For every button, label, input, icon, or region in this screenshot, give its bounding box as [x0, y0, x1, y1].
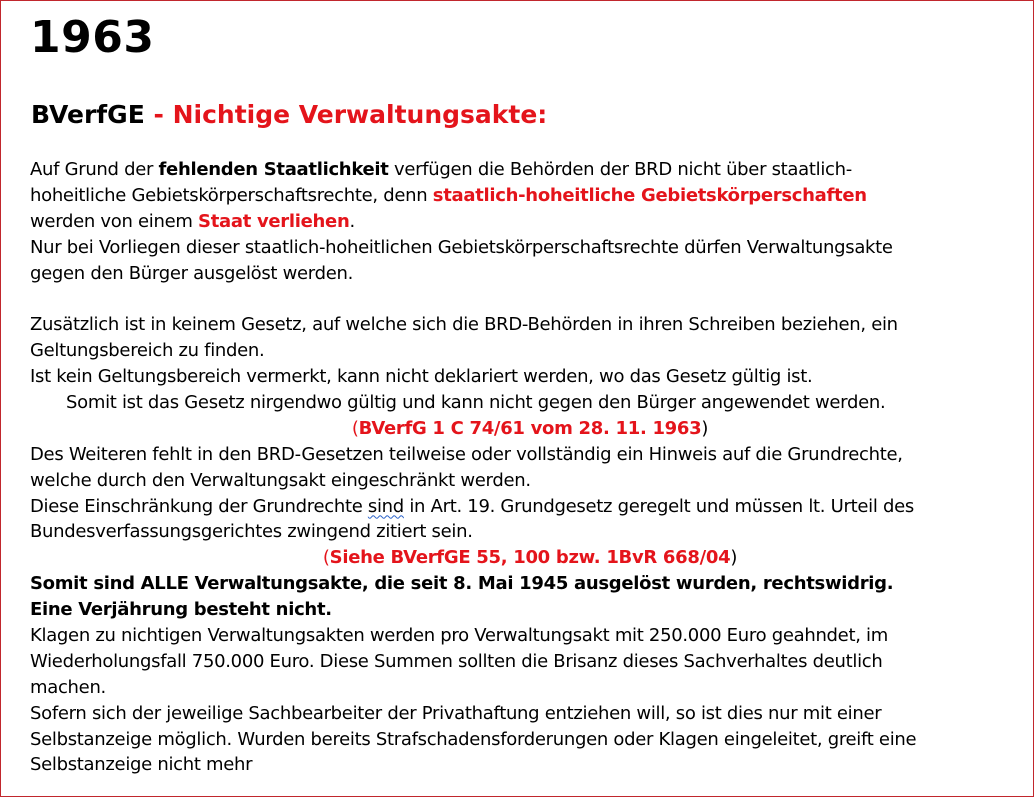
bold-statement: Eine Verjährung besteht nicht. [30, 599, 332, 621]
text-line [30, 494, 1030, 520]
text-run: . [349, 210, 355, 232]
text-line: Zusätzlich ist in keinem Gesetz, auf welche sich die BRD-Behörden in ihren Schreiben beziehen, ein [30, 314, 898, 336]
text-line: Nur bei Vorliegen dieser staatlich-hoheitlichen Gebietskörperschaftsrechte dürfen Verwaltungsakte [30, 236, 893, 258]
citation-text: Siehe BVerfGE 55, 100 bzw. 1BvR 668/04 [329, 547, 731, 569]
text-line: Sofern sich der jeweilige Sachbearbeiter der Privathaftung entziehen will, so ist dies nur mit einer [30, 702, 882, 724]
year-title: 1963 [30, 12, 155, 63]
red-bold-phrase: staatlich-hoheitliche Gebietskörperschaften [432, 184, 867, 206]
paren: ( [351, 417, 359, 439]
bold-phrase: fehlenden Staatlichkeit [158, 159, 389, 180]
text-line: Ist kein Geltungsbereich vermerkt, kann nicht deklariert werden, wo das Gesetz gültig ist. [30, 366, 813, 388]
text-line [30, 209, 1030, 235]
text-line: Geltungsbereich zu finden. [30, 340, 265, 362]
text-line: gegen den Bürger ausgelöst werden. [30, 262, 354, 284]
heading [31, 98, 547, 132]
text-line [30, 157, 1030, 183]
text-line: Bundesverfassungsgerichtes zwingend zitiert sein. [30, 521, 473, 543]
paragraph-gap [30, 286, 1030, 312]
text-line [30, 183, 1030, 209]
citation-2 [30, 545, 1030, 571]
document-body [30, 157, 1030, 778]
text-line: Wiederholungsfall 750.000 Euro. Diese Summen sollten die Brisanz dieses Sachverhaltes deutlich [30, 650, 883, 672]
heading-dash: - [144, 100, 173, 129]
text-run: werden von einem [30, 210, 199, 232]
heading-title: Nichtige Verwaltungsakte: [172, 100, 548, 129]
text-line: Des Weiteren fehlt in den BRD-Gesetzen teilweise oder vollständig ein Hinweis auf die Grundrechte, [30, 443, 903, 465]
spellcheck-word: sind [367, 495, 404, 517]
citation-text: BVerfG 1 C 74/61 vom 28. 11. 1963 [358, 417, 702, 439]
text-line: Selbstanzeige möglich. Wurden bereits Strafschadensforderungen oder Klagen eingeleitet, greift eine [30, 728, 917, 750]
text-run: Auf Grund der [30, 159, 159, 180]
text-run: hoheitliche Gebietskörperschaftsrechte, denn [30, 184, 433, 206]
text-line: Selbstanzeige nicht mehr [30, 754, 253, 776]
text-line: machen. [30, 676, 106, 698]
text-line-indented: Somit ist das Gesetz nirgendwo gültig und kann nicht gegen den Bürger angewendet werden. [66, 392, 886, 414]
red-bold-phrase: Staat verliehen [198, 210, 350, 232]
paren: ) [701, 417, 709, 439]
citation-1 [30, 416, 1030, 442]
paren: ) [730, 547, 738, 569]
bold-statement: Somit sind ALLE Verwaltungsakte, die seit 8. Mai 1945 ausgelöst wurden, rechtswidrig. [30, 573, 894, 595]
heading-prefix: BVerfGE [31, 100, 145, 129]
text-run: Diese Einschränkung der Grundrechte [30, 495, 368, 517]
paren: ( [322, 547, 330, 569]
text-run: verfügen die Behörden der BRD nicht über staatlich- [388, 159, 852, 180]
text-line: welche durch den Verwaltungsakt eingeschränkt werden. [30, 469, 531, 491]
text-line: Klagen zu nichtigen Verwaltungsakten werden pro Verwaltungsakt mit 250.000 Euro geahndet, im [30, 625, 888, 647]
text-run: in Art. 19. Grundgesetz geregelt und müssen lt. Urteil des [403, 495, 914, 517]
